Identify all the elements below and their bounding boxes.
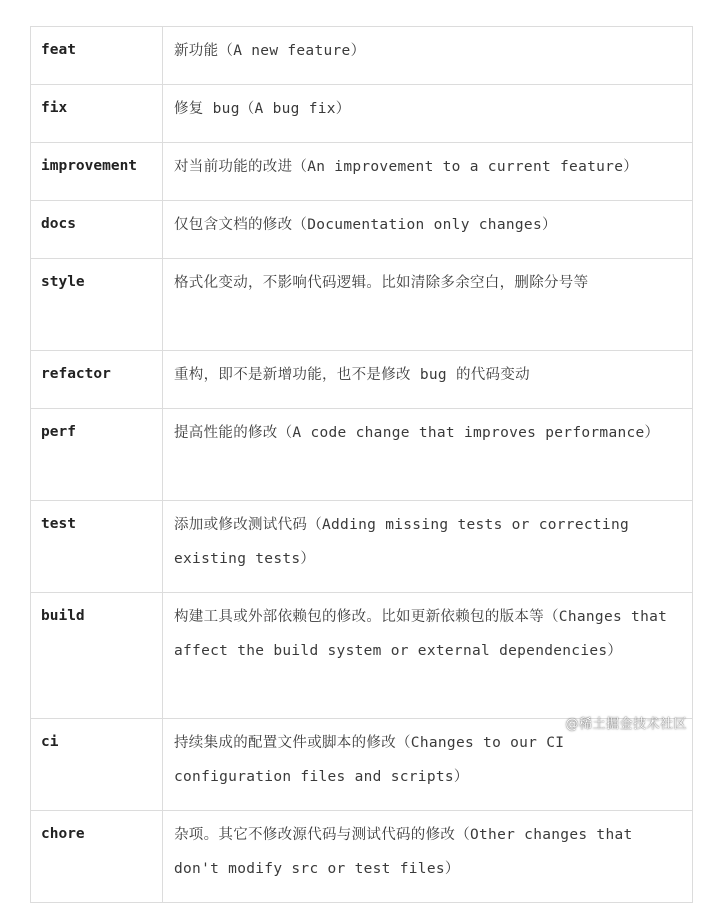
table-row <box>31 143 693 201</box>
description-cell: 提高性能的修改（A code change that improves performance） <box>163 409 693 501</box>
table-row <box>31 27 693 85</box>
table-row <box>31 811 693 903</box>
table-row <box>31 201 693 259</box>
table-row <box>31 409 693 501</box>
type-cell: docs <box>31 201 163 259</box>
table-row <box>31 501 693 593</box>
table-row <box>31 719 693 811</box>
description-cell: 修复 bug（A bug fix） <box>163 85 693 143</box>
commit-types-table-container <box>30 26 693 903</box>
type-cell: perf <box>31 409 163 501</box>
description-cell: 仅包含文档的修改（Documentation only changes） <box>163 201 693 259</box>
table-row <box>31 85 693 143</box>
description-cell: 持续集成的配置文件或脚本的修改（Changes to our CI configuration files and scripts） <box>163 719 693 811</box>
commit-types-table <box>30 26 693 903</box>
description-cell: 构建工具或外部依赖包的修改。比如更新依赖包的版本等（Changes that affect the build system or external dependencies） <box>163 593 693 719</box>
description-cell: 新功能（A new feature） <box>163 27 693 85</box>
description-cell: 对当前功能的改进（An improvement to a current feature） <box>163 143 693 201</box>
type-cell: fix <box>31 85 163 143</box>
type-cell: feat <box>31 27 163 85</box>
description-cell: 杂项。其它不修改源代码与测试代码的修改（Other changes that don't modify src or test files） <box>163 811 693 903</box>
type-cell: style <box>31 259 163 351</box>
description-cell: 重构，即不是新增功能，也不是修改 bug 的代码变动 <box>163 351 693 409</box>
description-cell: 格式化变动，不影响代码逻辑。比如清除多余空白，删除分号等 <box>163 259 693 351</box>
type-cell: improvement <box>31 143 163 201</box>
type-cell: test <box>31 501 163 593</box>
type-cell: refactor <box>31 351 163 409</box>
type-cell: build <box>31 593 163 719</box>
type-cell: ci <box>31 719 163 811</box>
table-row <box>31 259 693 351</box>
table-row <box>31 593 693 719</box>
table-row <box>31 351 693 409</box>
watermark: @稀土掘金技术社区 <box>565 717 687 732</box>
type-cell: chore <box>31 811 163 903</box>
description-cell: 添加或修改测试代码（Adding missing tests or correcting existing tests） <box>163 501 693 593</box>
